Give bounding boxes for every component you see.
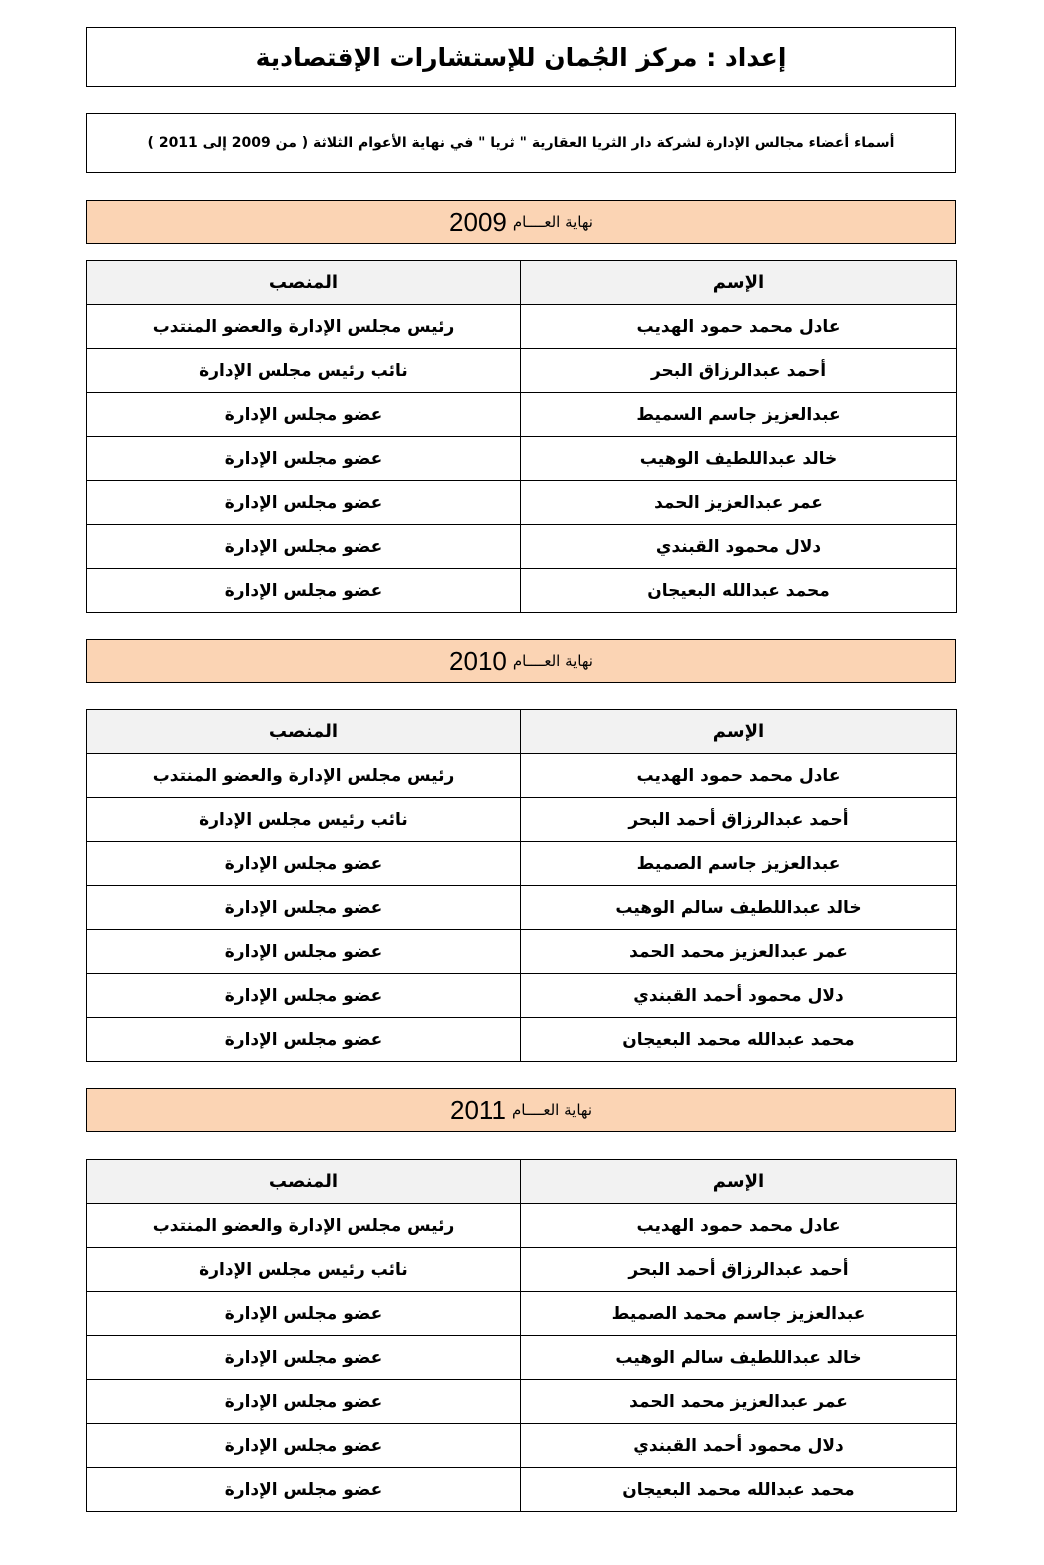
member-name: خالد عبداللطيف سالم الوهيب <box>521 886 957 930</box>
member-position: عضو مجلس الإدارة <box>87 1292 521 1336</box>
member-position: عضو مجلس الإدارة <box>87 1336 521 1380</box>
member-name: عادل محمد حمود الهديب <box>521 1204 957 1248</box>
year-header-2011 <box>86 1088 956 1132</box>
table-row <box>87 1380 957 1424</box>
member-name: دلال محمود القبندي <box>521 525 957 569</box>
member-name: عمر عبدالعزيز محمد الحمد <box>521 930 957 974</box>
year-header-label: نهاية العــــام <box>512 652 593 670</box>
member-name: محمد عبدالله محمد البعيجان <box>521 1018 957 1062</box>
table-row <box>87 569 957 613</box>
member-position: عضو مجلس الإدارة <box>87 1380 521 1424</box>
member-name: خالد عبداللطيف سالم الوهيب <box>521 1336 957 1380</box>
table-row <box>87 798 957 842</box>
table-row <box>87 842 957 886</box>
member-position: عضو مجلس الإدارة <box>87 481 521 525</box>
member-position: نائب رئيس مجلس الإدارة <box>87 349 521 393</box>
year-header-2010 <box>86 639 956 683</box>
member-position: عضو مجلس الإدارة <box>87 842 521 886</box>
member-name: عادل محمد حمود الهديب <box>521 754 957 798</box>
board-table-2010 <box>86 709 957 1062</box>
board-table-2011 <box>86 1159 957 1512</box>
year-header-label: نهاية العــــام <box>512 213 593 231</box>
table-row <box>87 1018 957 1062</box>
member-name: عمر عبدالعزيز الحمد <box>521 481 957 525</box>
member-position: نائب رئيس مجلس الإدارة <box>87 1248 521 1292</box>
board-table-2009 <box>86 260 957 613</box>
column-header-position: المنصب <box>87 1160 521 1204</box>
table-row <box>87 886 957 930</box>
member-name: محمد عبدالله البعيجان <box>521 569 957 613</box>
column-header-position: المنصب <box>87 261 521 305</box>
member-position: عضو مجلس الإدارة <box>87 1424 521 1468</box>
member-position: عضو مجلس الإدارة <box>87 1018 521 1062</box>
table-row <box>87 930 957 974</box>
member-position: نائب رئيس مجلس الإدارة <box>87 798 521 842</box>
column-header-name: الإسم <box>521 710 957 754</box>
table-header-row <box>87 261 957 305</box>
column-header-name: الإسم <box>521 261 957 305</box>
member-position: رئيس مجلس الإدارة والعضو المنتدب <box>87 1204 521 1248</box>
page-title <box>86 27 956 87</box>
member-name: عبدالعزيز جاسم محمد الصميط <box>521 1292 957 1336</box>
table-header-row <box>87 1160 957 1204</box>
member-name: أحمد عبدالرزاق أحمد البحر <box>521 1248 957 1292</box>
table-row <box>87 525 957 569</box>
year-header-year: 2009 <box>449 206 507 237</box>
member-name: أحمد عبدالرزاق أحمد البحر <box>521 798 957 842</box>
member-name: محمد عبدالله محمد البعيجان <box>521 1468 957 1512</box>
member-position: عضو مجلس الإدارة <box>87 1468 521 1512</box>
table-row <box>87 481 957 525</box>
year-header-year: 2011 <box>450 1094 506 1125</box>
table-row <box>87 1248 957 1292</box>
member-name: عبدالعزيز جاسم الصميط <box>521 842 957 886</box>
table-row <box>87 437 957 481</box>
year-header-2009 <box>86 200 956 244</box>
page-subtitle-text: أسماء أعضاء مجالس الإدارة لشركة دار الثريا العقارية " ثريا " في نهاية الأعوام الثلاثة ( من 2009 إلى 2011 ) <box>147 135 895 151</box>
member-name: دلال محمود أحمد القبندي <box>521 1424 957 1468</box>
table-row <box>87 1336 957 1380</box>
member-position: عضو مجلس الإدارة <box>87 437 521 481</box>
member-position: عضو مجلس الإدارة <box>87 930 521 974</box>
member-position: عضو مجلس الإدارة <box>87 886 521 930</box>
page-title-text: إعداد : مركز الجُمان للإستشارات الإقتصادية <box>255 42 787 72</box>
member-name: عادل محمد حمود الهديب <box>521 305 957 349</box>
table-row <box>87 1468 957 1512</box>
member-name: دلال محمود أحمد القبندي <box>521 974 957 1018</box>
column-header-name: الإسم <box>521 1160 957 1204</box>
member-position: عضو مجلس الإدارة <box>87 525 521 569</box>
member-position: عضو مجلس الإدارة <box>87 974 521 1018</box>
member-position: عضو مجلس الإدارة <box>87 393 521 437</box>
table-row <box>87 754 957 798</box>
column-header-position: المنصب <box>87 710 521 754</box>
year-header-year: 2010 <box>449 645 507 676</box>
year-header-label: نهاية العــــام <box>511 1101 592 1119</box>
table-header-row <box>87 710 957 754</box>
table-row <box>87 393 957 437</box>
member-name: عبدالعزيز جاسم السميط <box>521 393 957 437</box>
table-row <box>87 1424 957 1468</box>
table-row <box>87 305 957 349</box>
table-row <box>87 974 957 1018</box>
member-name: خالد عبداللطيف الوهيب <box>521 437 957 481</box>
page-subtitle <box>86 113 956 173</box>
table-row <box>87 349 957 393</box>
member-name: أحمد عبدالرزاق البحر <box>521 349 957 393</box>
table-row <box>87 1204 957 1248</box>
member-name: عمر عبدالعزيز محمد الحمد <box>521 1380 957 1424</box>
table-row <box>87 1292 957 1336</box>
member-position: رئيس مجلس الإدارة والعضو المنتدب <box>87 754 521 798</box>
member-position: رئيس مجلس الإدارة والعضو المنتدب <box>87 305 521 349</box>
member-position: عضو مجلس الإدارة <box>87 569 521 613</box>
